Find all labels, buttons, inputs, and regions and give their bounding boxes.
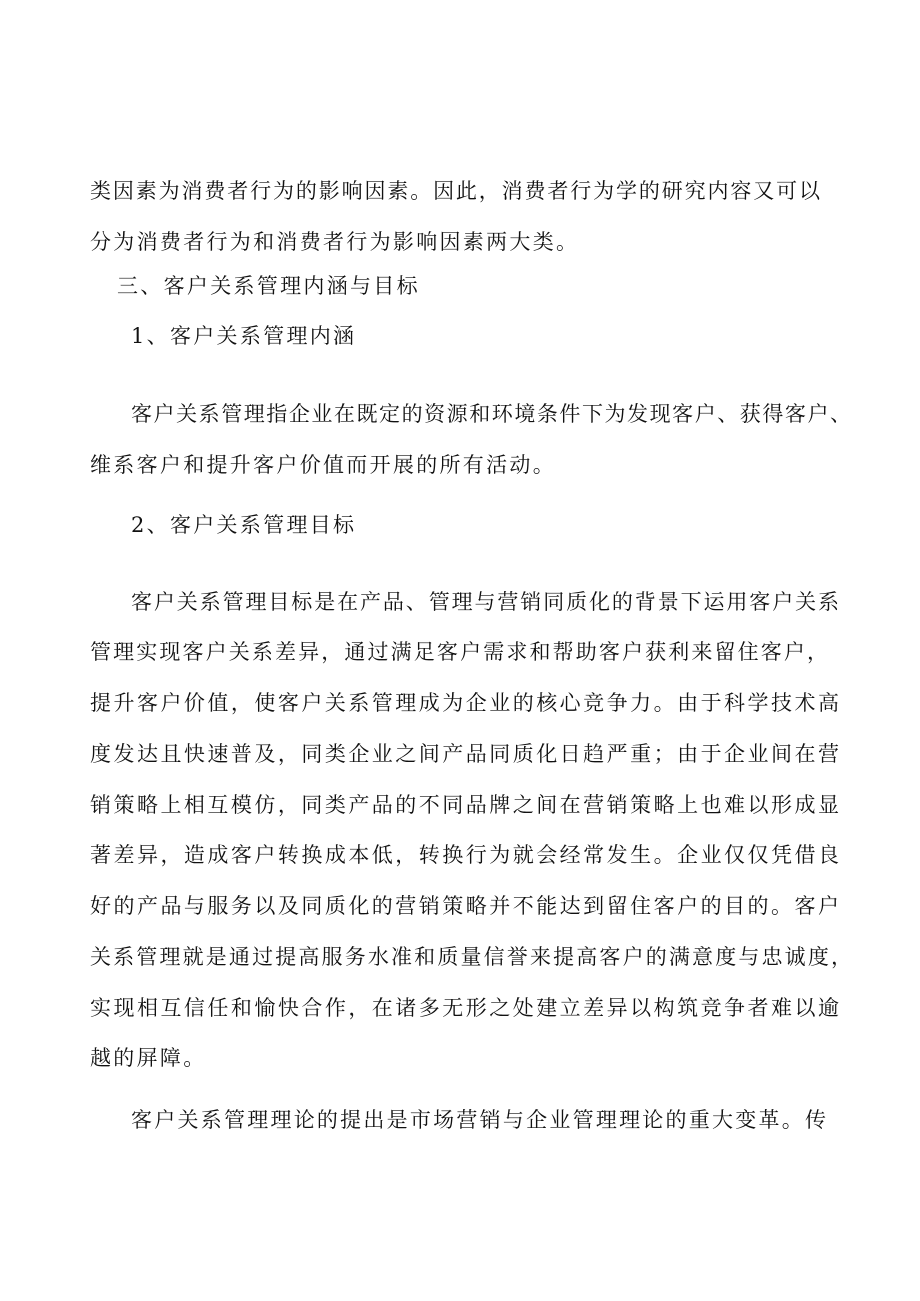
subsection-2-paragraph-line-6: 著差异，造成客户转换成本低，转换行为就会经常发生。企业仅仅凭借良 xyxy=(90,843,839,867)
subsection-2-paragraph-line-8: 关系管理就是通过提高服务水准和质量信誉来提高客户的满意度与忠诚度， xyxy=(90,945,852,969)
closing-paragraph-line-1: 客户关系管理理论的提出是市场营销与企业管理理论的重大变革。传 xyxy=(131,1108,826,1132)
subsection-1-heading: 1、客户关系管理内涵 xyxy=(131,324,357,348)
subsection-2-paragraph-line-5: 销策略上相互模仿，同类产品的不同品牌之间在营销策略上也难以形成显 xyxy=(90,793,839,817)
subsection-1-paragraph-line-1: 客户关系管理指企业在既定的资源和环境条件下为发现客户、获得客户、 xyxy=(131,402,851,426)
subsection-2-paragraph-line-4: 度发达且快速普及，同类企业之间产品同质化日趋严重；由于企业间在营 xyxy=(90,742,839,766)
subsection-2-paragraph-line-7: 好的产品与服务以及同质化的营销策略并不能达到留住客户的目的。客户 xyxy=(90,894,839,918)
intro-line-1: 类因素为消费者行为的影响因素。因此，消费者行为学的研究内容又可以 xyxy=(90,179,820,203)
subsection-2-paragraph-line-10: 越的屏障。 xyxy=(90,1046,207,1070)
intro-line-2: 分为消费者行为和消费者行为影响因素两大类。 xyxy=(90,230,580,254)
subsection-2-heading: 2、客户关系管理目标 xyxy=(131,513,357,537)
subsection-2-paragraph-line-9: 实现相互信任和愉快合作，在诸多无形之处建立差异以构筑竞争者难以逾 xyxy=(90,996,839,1020)
subsection-2-paragraph-line-3: 提升客户价值，使客户关系管理成为企业的核心竞争力。由于科学技术高 xyxy=(90,691,839,715)
subsection-1-paragraph-line-2: 维系客户和提升客户价值而开展的所有活动。 xyxy=(90,453,556,477)
subsection-2-paragraph-line-1: 客户关系管理目标是在产品、管理与营销同质化的背景下运用客户关系 xyxy=(131,590,839,614)
section-heading: 三、客户关系管理内涵与目标 xyxy=(117,274,420,298)
subsection-2-paragraph-line-2: 管理实现客户关系差异，通过满足客户需求和帮助客户获利来留住客户， xyxy=(90,640,828,664)
